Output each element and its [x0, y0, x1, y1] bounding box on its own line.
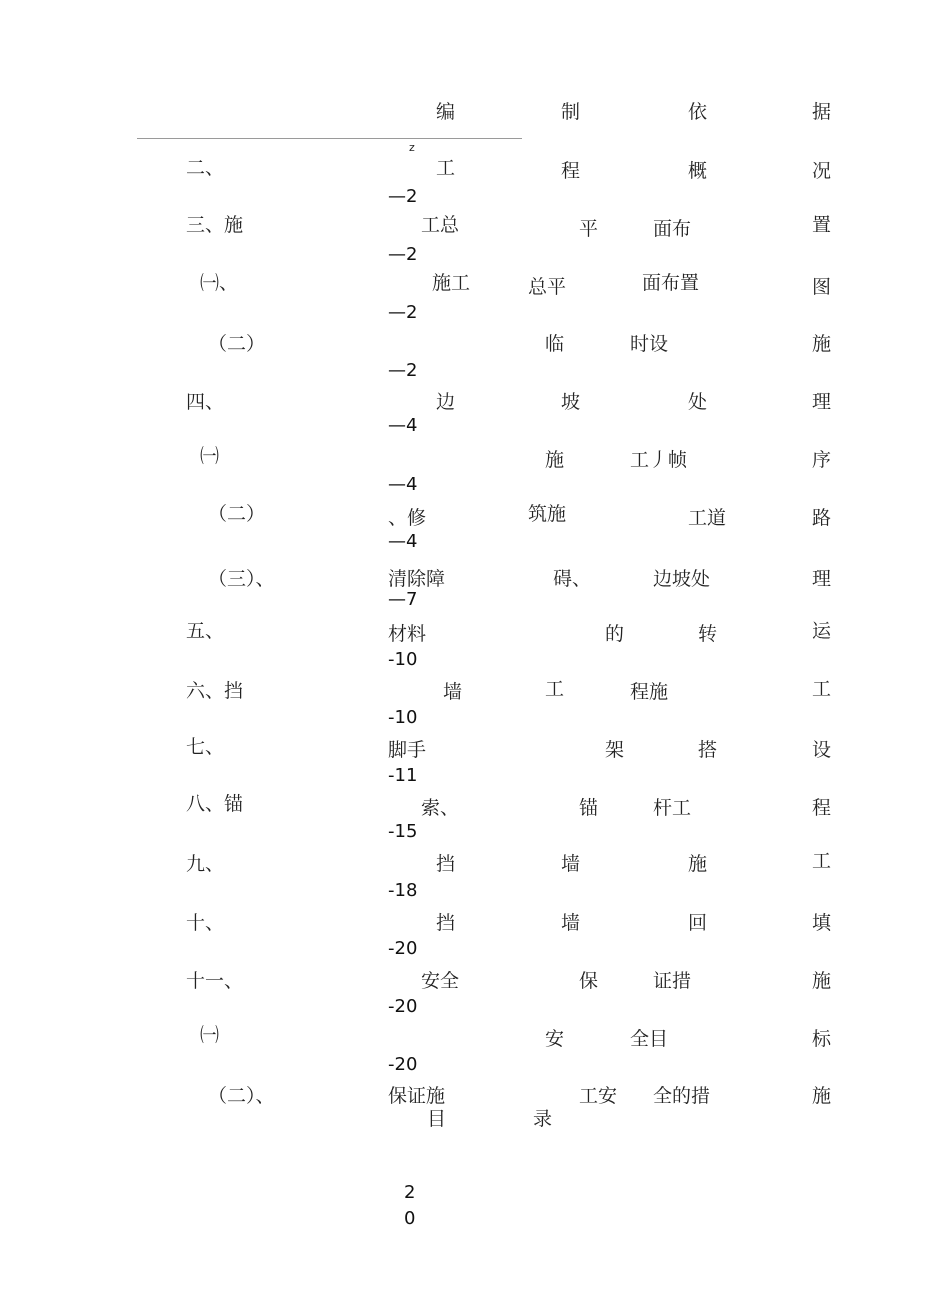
toc-text: 理 — [812, 568, 832, 590]
toc-page-number: —4 — [388, 531, 418, 552]
toc-text: 工道 — [688, 507, 727, 529]
toc-text: 安全 — [421, 970, 460, 992]
toc-text: 八、锚 — [186, 793, 244, 815]
toc-heading-right: 录 — [533, 1108, 553, 1130]
toc-text: 材料 — [388, 623, 427, 645]
toc-page-number: -15 — [388, 821, 418, 842]
toc-text: 制 — [561, 101, 581, 123]
toc-text: （二） — [208, 503, 266, 525]
toc-text: ㈠ — [200, 1024, 220, 1046]
toc-text: 三、施 — [186, 214, 244, 236]
toc-text: 序 — [812, 449, 832, 471]
toc-text: 况 — [812, 160, 832, 182]
toc-text: 图 — [812, 276, 832, 298]
toc-text: 面布置 — [642, 272, 700, 294]
toc-text: 标 — [812, 1028, 832, 1050]
toc-text: 工丿帧 — [630, 449, 688, 471]
toc-text: 运 — [812, 620, 832, 642]
toc-page-number: -11 — [388, 765, 418, 786]
toc-text: 施 — [688, 853, 708, 875]
toc-text: 工安 — [579, 1085, 618, 1107]
toc-text: 墙 — [443, 681, 463, 703]
toc-text: 二、 — [186, 157, 225, 179]
toc-text: 证措 — [653, 970, 692, 992]
toc-text: 保证施 — [388, 1085, 446, 1107]
toc-text: 六、挡 — [186, 680, 244, 702]
toc-page-number: -20 — [388, 996, 418, 1017]
toc-page-number: —4 — [388, 415, 418, 436]
toc-text: 程 — [812, 797, 832, 819]
toc-text: 填 — [812, 912, 832, 934]
toc-text: 工 — [436, 157, 456, 179]
toc-text: 碍、 — [553, 568, 592, 590]
toc-text: ㈠ — [200, 445, 220, 467]
toc-text: 脚手 — [388, 739, 427, 761]
toc-text: 工 — [812, 678, 832, 700]
toc-text: 临 — [545, 333, 565, 355]
toc-text: 的 — [605, 623, 625, 645]
toc-text: 程施 — [630, 681, 669, 703]
toc-text: 处 — [688, 391, 708, 413]
toc-text: 筑施 — [528, 503, 567, 525]
toc-text: 架 — [605, 739, 625, 761]
toc-text: 保 — [579, 970, 599, 992]
toc-text: 四、 — [186, 391, 225, 413]
toc-text: 挡 — [436, 912, 456, 934]
toc-page-number: —2 — [388, 244, 418, 265]
toc-text: 施 — [812, 970, 832, 992]
toc-text: 置 — [812, 214, 832, 236]
toc-text: 十、 — [186, 912, 225, 934]
page-number-line1: 2 — [404, 1182, 416, 1203]
toc-text: 施 — [545, 449, 565, 471]
toc-text: 全目 — [630, 1028, 669, 1050]
toc-text: 墙 — [561, 912, 581, 934]
toc-text: 依 — [688, 101, 708, 123]
toc-page-number: —4 — [388, 474, 418, 495]
toc-top-rule — [137, 138, 522, 139]
toc-text: 工 — [545, 678, 565, 700]
toc-text: 坡 — [561, 391, 581, 413]
toc-text: 清除障 — [388, 568, 446, 590]
stray-z-mark: z — [409, 141, 415, 154]
toc-text: 编 — [436, 101, 456, 123]
toc-page-number: —2 — [388, 302, 418, 323]
toc-text: 时设 — [630, 333, 669, 355]
toc-page-number: —2 — [388, 360, 418, 381]
toc-text: ㈠、 — [200, 272, 239, 294]
toc-page-number: -20 — [388, 938, 418, 959]
toc-text: 全的措 — [653, 1085, 711, 1107]
toc-text: 七、 — [186, 736, 225, 758]
toc-heading-left: 目 — [427, 1108, 447, 1130]
toc-text: 安 — [545, 1028, 565, 1050]
toc-text: 工 — [812, 850, 832, 872]
toc-text: 回 — [688, 912, 708, 934]
toc-text: 理 — [812, 391, 832, 413]
toc-page-number: -10 — [388, 707, 418, 728]
toc-text: 工总 — [421, 214, 460, 236]
toc-text: 据 — [812, 101, 832, 123]
toc-page-number: -20 — [388, 1054, 418, 1075]
toc-text: 路 — [812, 507, 832, 529]
toc-page-number: -18 — [388, 880, 418, 901]
toc-text: 边 — [436, 391, 456, 413]
toc-text: 设 — [812, 739, 832, 761]
toc-text: 索、 — [421, 797, 460, 819]
toc-text: 、修 — [388, 507, 427, 529]
toc-text: 边坡处 — [653, 568, 711, 590]
toc-text: （三）、 — [208, 568, 275, 590]
toc-text: 总平 — [528, 276, 567, 298]
toc-text: 挡 — [436, 853, 456, 875]
toc-text: 锚 — [579, 797, 599, 819]
toc-text: 九、 — [186, 853, 225, 875]
toc-text: （二）、 — [208, 1085, 275, 1107]
toc-page-number: —7 — [388, 589, 418, 610]
toc-text: 搭 — [698, 739, 718, 761]
toc-text: 平 — [579, 218, 599, 240]
toc-text: 转 — [698, 623, 718, 645]
toc-text: 施 — [812, 1085, 832, 1107]
toc-page-number: —2 — [388, 186, 418, 207]
toc-text: 程 — [561, 160, 581, 182]
toc-page-number: -10 — [388, 649, 418, 670]
toc-text: 墙 — [561, 853, 581, 875]
toc-text: 杆工 — [653, 797, 692, 819]
page-number-line2: 0 — [404, 1208, 416, 1229]
toc-text: 施工 — [432, 272, 471, 294]
toc-text: （二） — [208, 333, 266, 355]
toc-text: 十一、 — [186, 970, 244, 992]
toc-text: 面布 — [653, 218, 692, 240]
toc-text: 五、 — [186, 620, 225, 642]
toc-text: 概 — [688, 160, 708, 182]
toc-text: 施 — [812, 333, 832, 355]
